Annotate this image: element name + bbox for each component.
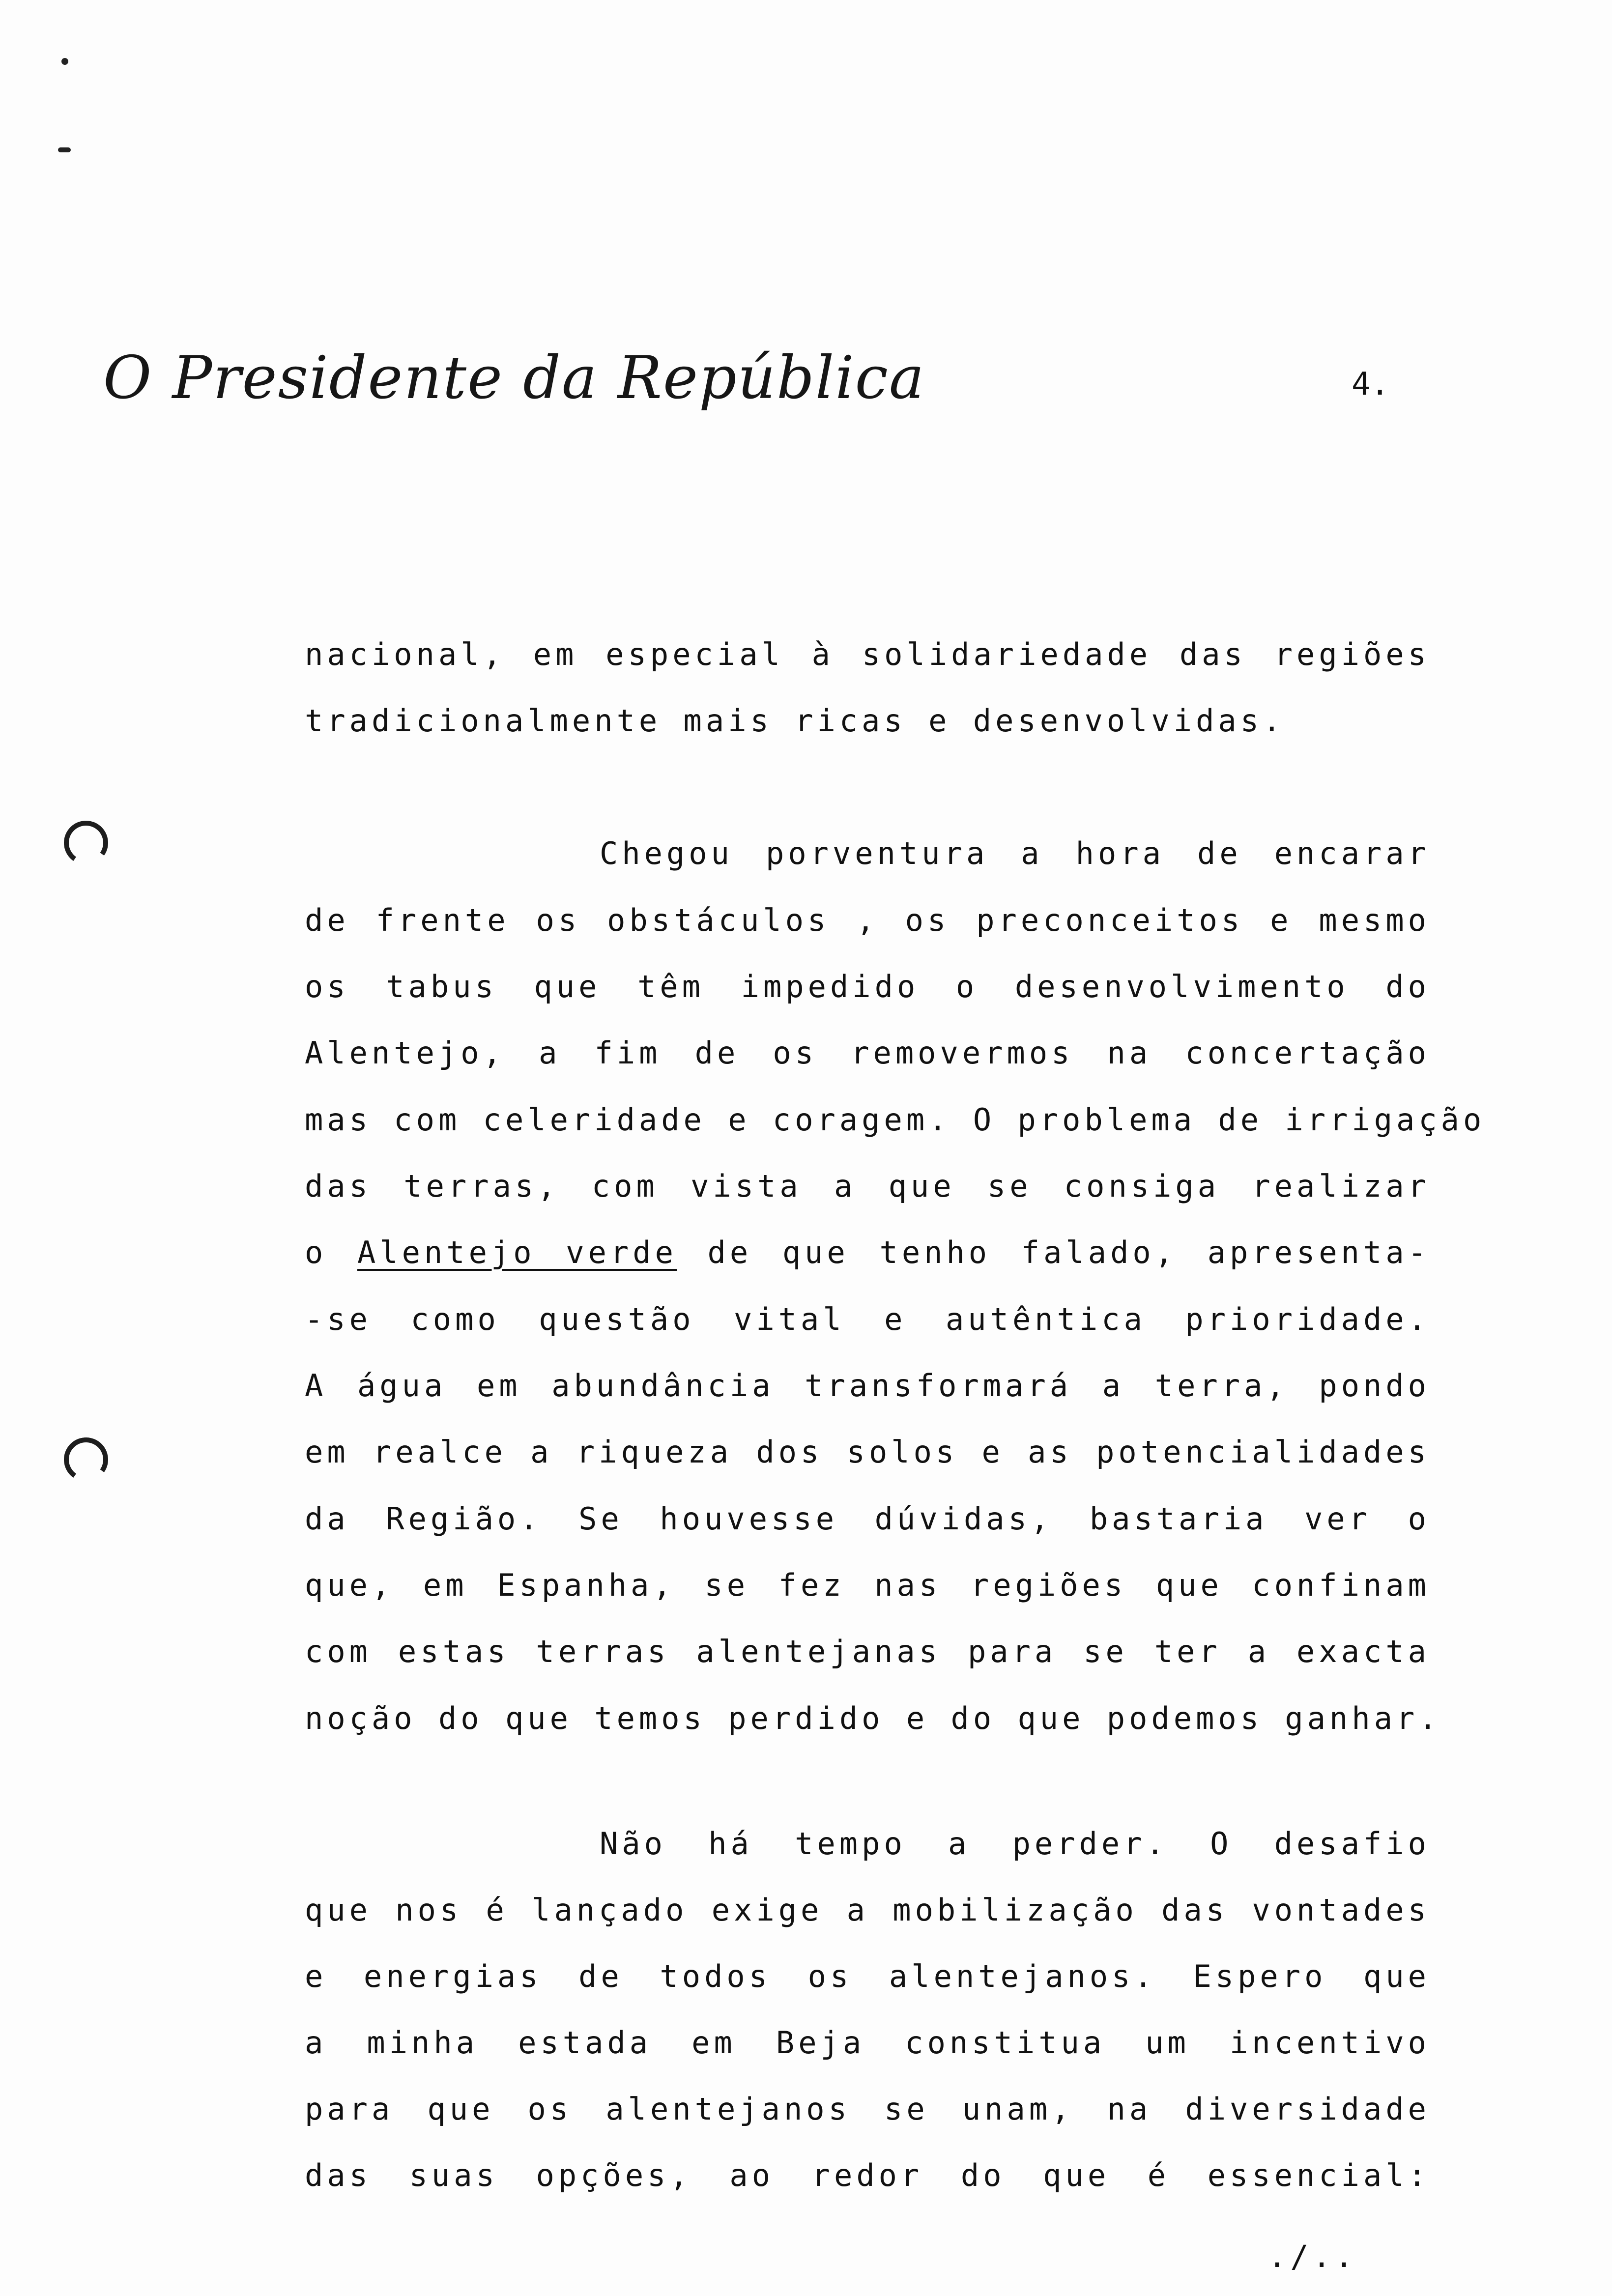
- paragraph-1-line-1: nacional, em especial à solidariedade das regiões: [305, 636, 1430, 672]
- paragraph-2-line-14: noção do que temos perdido e do que podemos ganhar.: [305, 1700, 1441, 1736]
- paragraph-2-line-7: [305, 1234, 1430, 1270]
- paragraph-2-line-2: de frente os obstáculos , os preconceitos e mesmo: [305, 902, 1430, 938]
- paragraph-2-line-11: da Região. Se houvesse dúvidas, bastaria ver o: [305, 1501, 1430, 1537]
- continuation-mark: ./..: [1268, 2239, 1357, 2274]
- punch-hole-icon: [60, 817, 112, 868]
- paragraph-3-line-2: que nos é lançado exige a mobilização das vontades: [305, 1892, 1430, 1928]
- line-prefix: o: [305, 1234, 357, 1270]
- paragraph-3-line-3: e energias de todos os alentejanos. Espero que: [305, 1958, 1430, 1994]
- paragraph-2-line-10: em realce a riqueza dos solos e as potencialidades: [305, 1434, 1430, 1470]
- letterhead: O Presidente da República: [103, 344, 925, 412]
- paragraph-3-line-1: Não há tempo a perder. O desafio: [600, 1826, 1430, 1862]
- underlined-phrase: Alentejo verde: [357, 1234, 677, 1270]
- paragraph-2-line-9: A água em abundância transformará a terra, pondo: [305, 1368, 1430, 1404]
- paragraph-2-line-5: mas com celeridade e coragem. O problema de irrigação: [305, 1102, 1486, 1138]
- paragraph-2-line-4: Alentejo, a fim de os removermos na concertação: [305, 1035, 1430, 1071]
- paragraph-2-line-1: Chegou porventura a hora de encarar: [600, 835, 1430, 871]
- paragraph-3-line-5: para que os alentejanos se unam, na diversidade: [305, 2091, 1430, 2127]
- paragraph-3-line-4: a minha estada em Beja constitua um incentivo: [305, 2025, 1430, 2061]
- paragraph-2-line-12: que, em Espanha, se fez nas regiões que confinam: [305, 1567, 1430, 1603]
- scan-dash-mark: [58, 147, 71, 152]
- paragraph-2-line-13: com estas terras alentejanas para se ter a exacta: [305, 1634, 1430, 1669]
- paragraph-2-line-8: -se como questão vital e autêntica prioridade.: [305, 1301, 1430, 1337]
- paragraph-2-line-3: os tabus que têm impedido o desenvolvimento do: [305, 969, 1430, 1004]
- paragraph-2-line-6: das terras, com vista a que se consiga realizar: [305, 1168, 1430, 1204]
- line-suffix: de que tenho falado, apresenta-: [677, 1234, 1430, 1270]
- paragraph-3-line-6: das suas opções, ao redor do que é essencial:: [305, 2157, 1430, 2193]
- page-number: 4.: [1352, 366, 1390, 402]
- paragraph-1-line-2: tradicionalmente mais ricas e desenvolvidas.: [305, 703, 1285, 739]
- punch-hole-icon: [60, 1434, 112, 1485]
- scan-speck-mark: [61, 58, 68, 65]
